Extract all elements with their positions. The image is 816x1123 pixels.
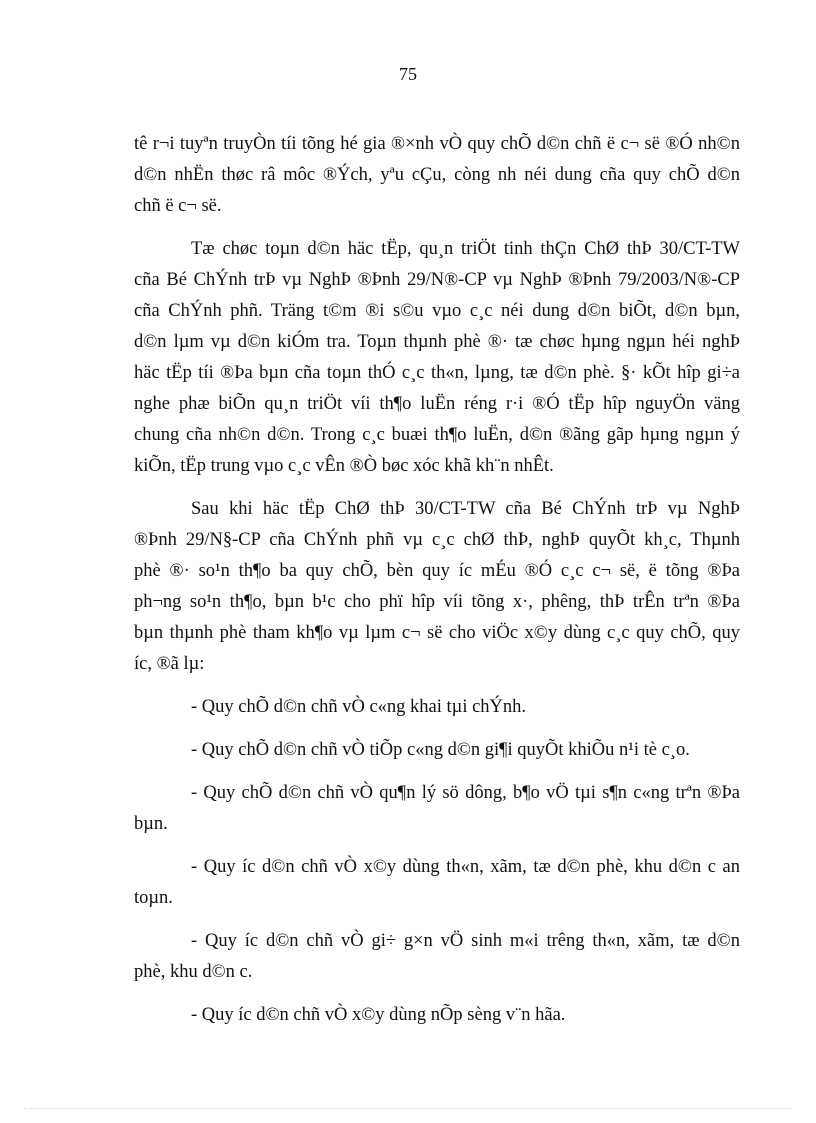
- bullet-item: [134, 852, 740, 914]
- text-line: häc tËp tíi ®Þa bµn cña toµn thÓ c¸c th«n, lµng, tæ d©n phè. §· kÕt hîp gi÷a: [134, 363, 740, 383]
- text-line: - Quy chÕ d©n chñ vÒ qu¶n lý sö dông, b¶o vÖ tµi s¶n c«ng trªn ®Þa: [191, 783, 740, 803]
- text-line: phè ®· so¹n th¶o ba quy chÕ, bèn quy íc mÉu ®Ó c¸c c¬ së, ë tõng ®Þa: [134, 561, 740, 581]
- text-line: - Quy íc d©n chñ vÒ x©y dùng th«n, xãm, tæ d©n phè, khu d©n c an: [191, 857, 740, 877]
- text-line: chung cña nh©n d©n. Trong c¸c buæi th¶o luËn, d©n ®ãng gãp hµng ngµn ý: [134, 425, 740, 445]
- text-line: - Quy chÕ d©n chñ vÒ c«ng khai tµi chÝnh.: [191, 697, 527, 717]
- text-line: cña ChÝnh phñ. Träng t©m ®i s©u vµo c¸c néi dung d©n biÕt, d©n bµn,: [134, 301, 740, 321]
- bullet-item: [134, 692, 740, 723]
- bullet-item: [134, 926, 740, 988]
- text-line: d©n nhËn thøc râ môc ®Ých, yªu cÇu, còng nh néi dung cña quy chÕ d©n: [134, 165, 740, 185]
- paragraph-1: [134, 129, 740, 222]
- bullet-item: [134, 735, 740, 766]
- paragraph-2: [134, 234, 740, 482]
- text-line: kiÕn, tËp trung vµo c¸c vÊn ®Ò bøc xóc khã kh¨n nhÊt.: [134, 456, 554, 476]
- text-line: íc, ®ã lµ:: [134, 654, 205, 674]
- text-line: ®Þnh 29/N§-CP cña ChÝnh phñ vµ c¸c chØ thÞ, nghÞ quyÕt kh¸c, Thµnh: [134, 530, 740, 550]
- page-bottom-divider: [24, 1108, 792, 1109]
- text-line: chñ ë c¬ së.: [134, 196, 222, 216]
- text-line: Sau khi häc tËp ChØ thÞ 30/CT-TW cña Bé ChÝnh trÞ vµ NghÞ: [191, 499, 740, 519]
- document-body: [134, 129, 740, 1043]
- text-line: nghe phæ biÕn qu¸n triÖt víi th¶o luËn réng r·i ®Ó tËp hîp nguyÖn väng: [134, 394, 740, 414]
- text-line: phè, khu d©n c.: [134, 962, 253, 982]
- text-line: ph¬ng so¹n th¶o, bµn b¹c cho phï hîp víi tõng x·, phêng, thÞ trÊn trªn ®Þa: [134, 592, 740, 612]
- text-line: toµn.: [134, 888, 173, 908]
- text-line: Tæ chøc toµn d©n häc tËp, qu¸n triÖt tinh thÇn ChØ thÞ 30/CT-TW: [191, 239, 740, 259]
- text-line: bµn.: [134, 814, 168, 834]
- text-line: d©n lµm vµ d©n kiÓm tra. Toµn thµnh phè ®· tæ chøc hµng ngµn héi nghÞ: [134, 332, 740, 352]
- text-line: tê r¬i tuyªn truyÒn tíi tõng hé gia ®×nh vÒ quy chÕ d©n chñ ë c¬ së ®Ó nh©n: [134, 134, 740, 154]
- paragraph-3: [134, 494, 740, 680]
- bullet-item: [134, 778, 740, 840]
- text-line: bµn thµnh phè tham kh¶o vµ lµm c¬ së cho viÖc x©y dùng c¸c quy chÕ, quy: [134, 623, 740, 643]
- page-number: 75: [399, 64, 417, 84]
- text-line: - Quy íc d©n chñ vÒ gi÷ g×n vÖ sinh m«i trêng th«n, xãm, tæ d©n: [191, 931, 740, 951]
- text-line: - Quy íc d©n chñ vÒ x©y dùng nÕp sèng v¨n hãa.: [191, 1005, 566, 1025]
- text-line: - Quy chÕ d©n chñ vÒ tiÕp c«ng d©n gi¶i quyÕt khiÕu n¹i tè c¸o.: [191, 740, 690, 760]
- text-line: cña Bé ChÝnh trÞ vµ NghÞ ®Þnh 29/N®-CP vµ NghÞ ®Þnh 79/2003/N®-CP: [134, 270, 740, 290]
- bullet-item: [134, 1000, 740, 1031]
